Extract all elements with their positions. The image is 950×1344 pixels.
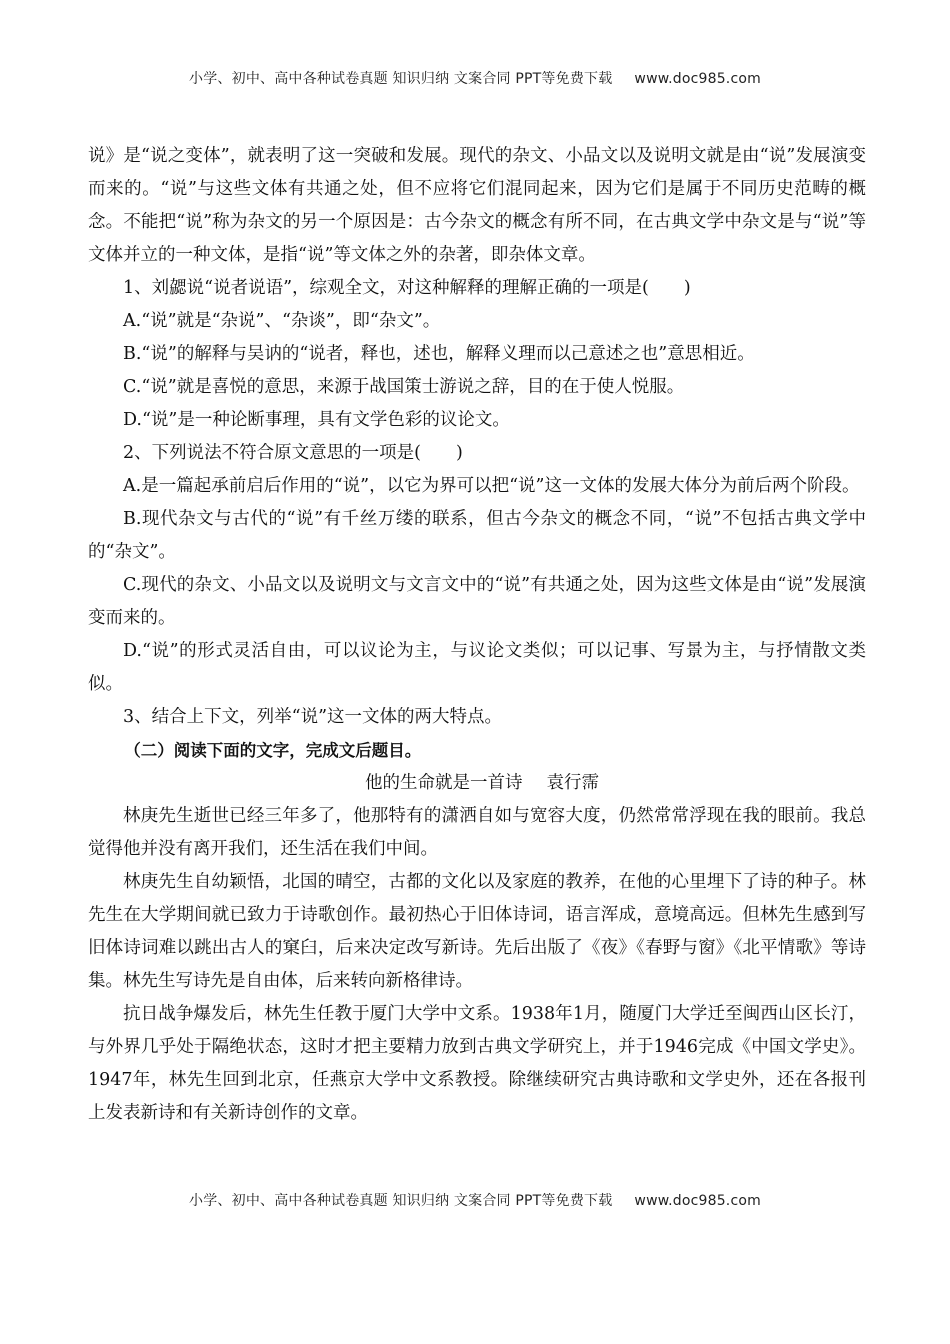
question-1 [88,272,866,437]
option-d: D.“说”是一种论断事理，具有文学色彩的议论文。 [123,410,510,430]
article-paragraph: 林庚先生逝世已经三年多了，他那特有的潇洒自如与宽容大度，仍然常常浮现在我的眼前。我总觉得他并没有离开我们，还生活在我们中间。 [88,806,866,859]
option-a: A.是一篇起承前启后作用的“说”，以它为界可以把“说”这一文体的发展大体分为前后两个阶段。 [123,476,860,496]
article-title-line [88,767,866,800]
footer-site-link[interactable]: www.doc985.com [634,1193,761,1209]
article-author: 袁行霈 [546,773,599,793]
question-stem: 2、下列说法不符合原文意思的一项是( ) [123,443,463,463]
footer-text: 小学、初中、高中各种试卷真题 知识归纳 文案合同 PPT等免费下载 [189,1193,613,1209]
article-paragraph: 抗日战争爆发后，林先生任教于厦门大学中文系。1938年1月，随厦门大学迁至闽西山区长汀，与外界几乎处于隔绝状态，这时才把主要精力放到古典文学研究上，并于1946完成《中国文学史》。1947年，林先生回到北京，任燕京大学中文系教授。除继续研究古典诗歌和文学史外，还在各报刊上发表新诗和有关新诗创作的文章。 [88,1004,866,1123]
passage-end-paragraph: 说》是“说之变体”，就表明了这一突破和发展。现代的杂文、小品文以及说明文就是由“说”发展演变而来的。“说”与这些文体有共通之处，但不应将它们混同起来，因为它们是属于不同历史范畴的概念。不能把“说”称为杂文的另一个原因是：古今杂文的概念有所不同，在古典文学中杂文是与“说”等文体并立的一种文体，是指“说”等文体之外的杂著，即杂体文章。 [88,146,866,265]
article-paragraph: 林庚先生自幼颖悟，北国的晴空，古都的文化以及家庭的教养，在他的心里埋下了诗的种子。林先生在大学期间就已致力于诗歌创作。最初热心于旧体诗词，语言浑成，意境高远。但林先生感到写旧体诗词难以跳出古人的窠臼，后来决定改写新诗。先后出版了《夜》《春野与窗》《北平情歌》等诗集。林先生写诗先是自由体，后来转向新格律诗。 [88,872,866,991]
option-d: D.“说”的形式灵活自由，可以议论为主，与议论文类似；可以记事、写景为主，与抒情散文类似。 [88,641,866,694]
question-stem: 3、结合上下文，列举“说”这一文体的两大特点。 [123,707,503,727]
option-c: C.现代的杂文、小品文以及说明文与文言文中的“说”有共通之处，因为这些文体是由“说”发展演变而来的。 [88,575,866,628]
question-stem: 1、刘勰说“说者说语”，综观全文，对这种解释的理解正确的一项是( ) [123,278,691,298]
option-b: B.现代杂文与古代的“说”有千丝万缕的联系，但古今杂文的概念不同，“说”不包括古典文学中的“杂文”。 [88,509,866,562]
article-title: 他的生命就是一首诗 [365,773,523,793]
option-b: B.“说”的解释与吴讷的“说者，释也，述也，解释义理而以己意述之也”意思相近。 [123,344,755,364]
header-site-link[interactable]: www.doc985.com [634,71,761,87]
page-footer [0,1190,950,1210]
question-2 [88,437,866,701]
option-a: A.“说”就是“杂说”、“杂谈”，即“杂文”。 [123,311,441,331]
option-c: C.“说”就是喜悦的意思，来源于战国策士游说之辞，目的在于使人悦服。 [123,377,685,397]
document-body [88,140,866,1130]
section-heading: （二）阅读下面的文字，完成文后题目。 [124,741,422,760]
page-header [0,68,950,88]
question-3 [88,701,866,734]
header-text: 小学、初中、高中各种试卷真题 知识归纳 文案合同 PPT等免费下载 [189,71,613,87]
